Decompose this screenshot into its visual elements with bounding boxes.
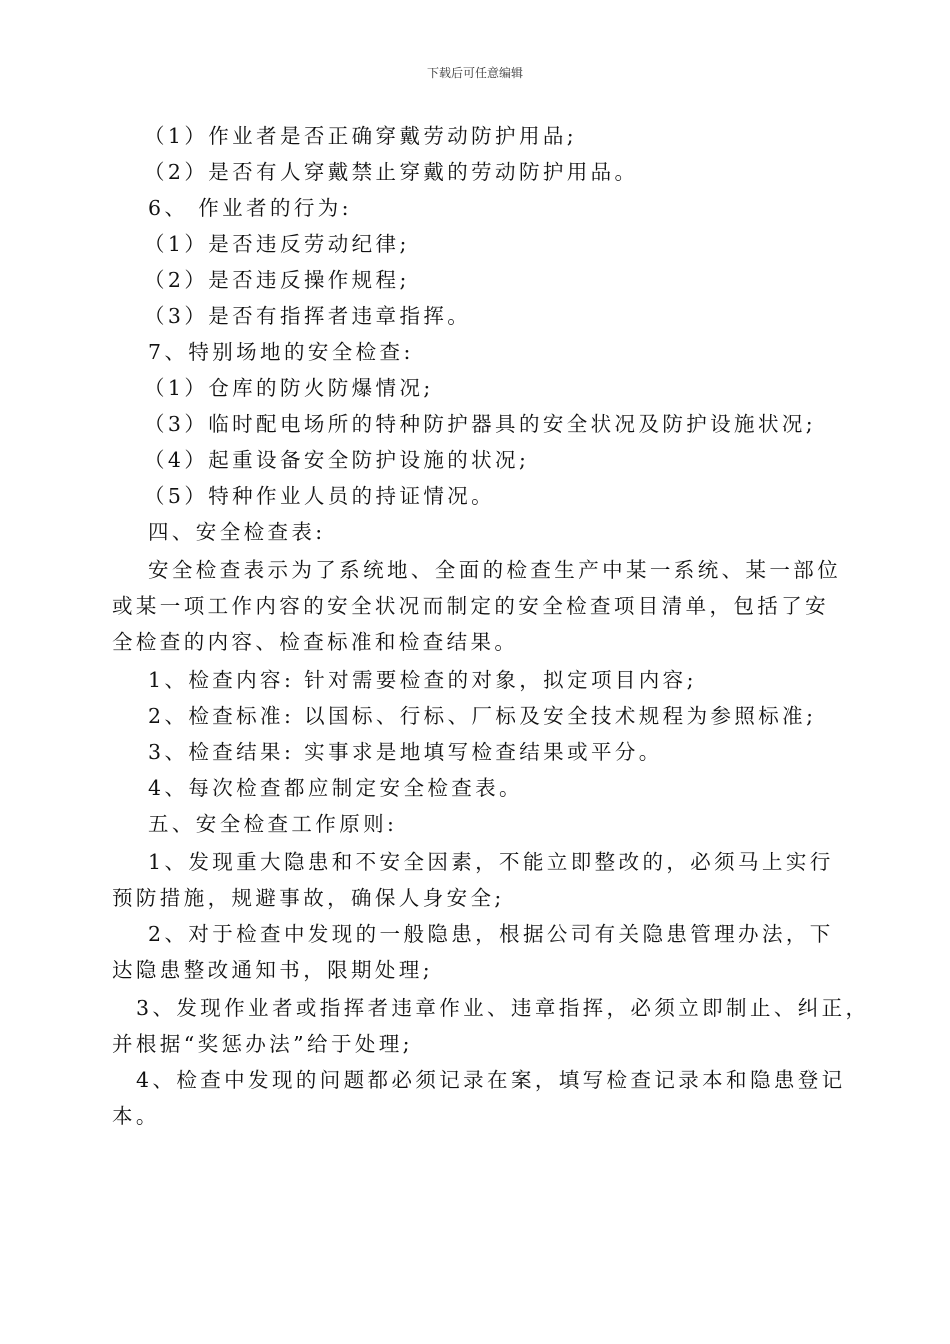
text-line: 2、对于检查中发现的一般隐患，根据公司有关隐患管理办法，下 xyxy=(148,922,834,946)
text-line: 4、检查中发现的问题都必须记录在案，填写检查记录本和隐患登记 xyxy=(136,1068,846,1092)
text-line: 3、发现作业者或指挥者违章作业、违章指挥，必须立即制止、纠正， xyxy=(136,996,870,1020)
text-line: 4、每次检查都应制定安全检查表。 xyxy=(148,776,523,800)
text-line: 1、发现重大隐患和不安全因素，不能立即整改的，必须马上实行 xyxy=(148,850,834,874)
text-line: 预防措施，规避事故，确保人身安全; xyxy=(112,886,505,910)
section-heading: 五、安全检查工作原则: xyxy=(148,812,398,836)
text-line: 本。 xyxy=(112,1104,160,1128)
text-line: 并根据“奖惩办法”给于处理; xyxy=(112,1032,413,1056)
text-line: （1）仓库的防火防爆情况; xyxy=(144,376,434,400)
text-line: 2、检查标准: 以国标、行标、厂标及安全技术规程为参照标准; xyxy=(148,704,817,728)
text-line: （2）是否有人穿戴禁止穿戴的劳动防护用品。 xyxy=(144,160,639,184)
text-line: 安全检查表示为了系统地、全面的检查生产中某一系统、某一部位 xyxy=(148,558,842,582)
text-line: 1、检查内容: 针对需要检查的对象，拟定项目内容; xyxy=(148,668,697,692)
text-line: （3）临时配电场所的特种防护器具的安全状况及防护设施状况; xyxy=(144,412,817,436)
text-line: 或某一项工作内容的安全状况而制定的安全检查项目清单，包括了安 xyxy=(112,594,829,618)
text-line: （1）是否违反劳动纪律; xyxy=(144,232,410,256)
text-line: 3、检查结果: 实事求是地填写检查结果或平分。 xyxy=(148,740,663,764)
page-header: 下载后可任意编辑 xyxy=(426,66,523,80)
text-line: （3）是否有指挥者违章指挥。 xyxy=(144,304,472,328)
text-line: 全检查的内容、检查标准和检查结果。 xyxy=(112,630,519,654)
text-line: 7、特别场地的安全检查: xyxy=(148,340,414,364)
section-heading: 四、安全检查表: xyxy=(148,520,326,544)
text-line: 6、 作业者的行为: xyxy=(148,196,352,220)
text-line: （4）起重设备安全防护设施的状况; xyxy=(144,448,530,472)
text-line: 达隐患整改通知书，限期处理; xyxy=(112,958,434,982)
text-line: （5）特种作业人员的持证情况。 xyxy=(144,484,496,508)
text-line: （2）是否违反操作规程; xyxy=(144,268,410,292)
text-line: （1）作业者是否正确穿戴劳动防护用品; xyxy=(144,124,578,148)
